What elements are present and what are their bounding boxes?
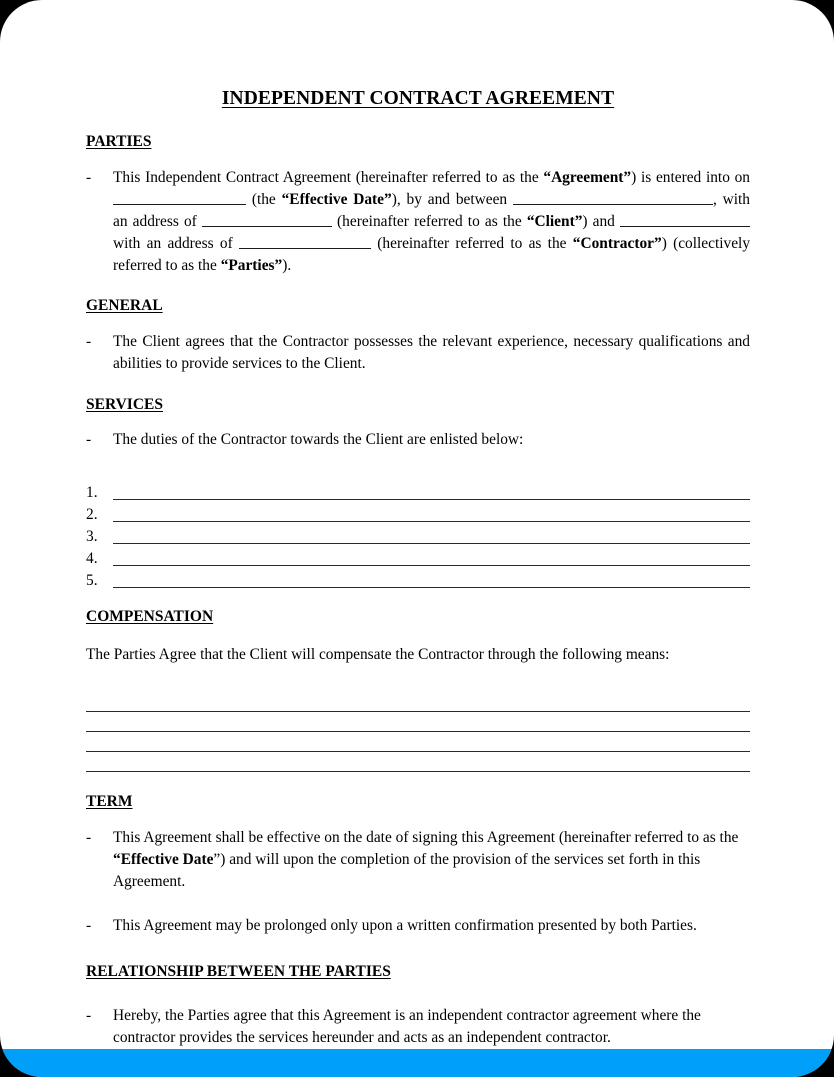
compensation-blank-4[interactable] — [86, 752, 750, 772]
duty-blank-3[interactable] — [113, 530, 750, 544]
bullet-marker: - — [86, 916, 92, 934]
section-heading-services — [86, 396, 750, 415]
compensation-blank-lines — [86, 692, 750, 772]
list-item — [86, 525, 750, 544]
bullet-marker: - — [86, 332, 92, 350]
list-item-number: 5. — [86, 571, 98, 589]
section-heading-services-text: SERVICES — [86, 395, 163, 413]
parties-bullet — [86, 167, 750, 276]
services-bullet-text: The duties of the Contractor towards the Client are enlisted below: — [113, 431, 524, 449]
list-item — [86, 569, 750, 588]
compensation-text: The Parties Agree that the Client will compensate the Contractor through the following means: — [86, 645, 670, 663]
list-item-number: 1. — [86, 483, 98, 501]
parties-text-4: ), by and between — [391, 190, 513, 208]
parties-text-1: This Independent Contract Agreement (hereinafter referred to as the — [113, 169, 544, 187]
section-heading-term — [86, 793, 750, 812]
section-heading-parties-text: PARTIES — [86, 133, 152, 151]
page-title — [86, 88, 750, 110]
parties-text-10: ) (collectively referred to as the — [113, 234, 751, 274]
section-heading-compensation — [86, 608, 750, 627]
duty-blank-2[interactable] — [113, 508, 750, 522]
term-effective-date-bold: “Effective Date — [113, 851, 214, 869]
term-bullet-2-text: This Agreement may be prolonged only upon a written confirmation presented by both Parties. — [113, 916, 697, 934]
parties-text-7: ) and — [582, 212, 621, 230]
section-heading-general — [86, 297, 750, 316]
parties-bullet-text — [113, 167, 750, 276]
duty-blank-1[interactable] — [113, 486, 750, 500]
list-item — [86, 503, 750, 522]
bullet-marker: - — [86, 431, 92, 449]
parties-text-8: with an address of — [113, 234, 240, 252]
page-title-text: INDEPENDENT CONTRACT AGREEMENT — [221, 88, 615, 109]
general-bullet-text: The Client agrees that the Contractor possesses the relevant experience, necessary qualifications and abilities to provide services to the Client. — [113, 332, 750, 372]
term-bullet-2 — [86, 915, 750, 937]
list-item-number: 3. — [86, 527, 98, 545]
section-heading-compensation-text: COMPENSATION — [86, 608, 214, 626]
term-effective-date: “Effective Date” — [281, 190, 392, 208]
term-text-2: ”) and will upon the completion of the provision of the services set forth in this Agreement. — [113, 851, 701, 891]
duty-blank-4[interactable] — [113, 552, 750, 566]
list-item-number: 2. — [86, 505, 98, 523]
parties-text-6: (hereinafter referred to as the — [331, 212, 527, 230]
term-client: “Client” — [526, 212, 583, 230]
section-heading-relationship — [86, 963, 750, 982]
section-heading-relationship-text: RELATIONSHIP BETWEEN THE PARTIES — [86, 962, 391, 980]
parties-text-11: ). — [282, 256, 292, 274]
contractor-address-blank[interactable] — [239, 233, 371, 248]
term-bullet-1-text — [113, 829, 738, 890]
section-heading-parties — [86, 133, 750, 152]
services-duties-list — [86, 481, 750, 588]
general-bullet — [86, 331, 750, 375]
client-name-blank[interactable] — [513, 190, 713, 205]
effective-date-blank[interactable] — [113, 190, 246, 205]
bullet-marker: - — [86, 829, 92, 847]
term-contractor: “Contractor” — [572, 234, 662, 252]
parties-text-5: , with an address of — [113, 190, 750, 230]
list-item — [86, 547, 750, 566]
list-item-number: 4. — [86, 549, 98, 567]
services-bullet — [86, 429, 750, 451]
compensation-blank-2[interactable] — [86, 712, 750, 732]
duty-blank-5[interactable] — [113, 574, 750, 588]
section-heading-general-text: GENERAL — [86, 297, 163, 315]
section-heading-term-text: TERM — [86, 792, 133, 810]
compensation-blank-1[interactable] — [86, 692, 750, 712]
list-item — [86, 481, 750, 500]
relationship-bullet-text: Hereby, the Parties agree that this Agreement is an independent contractor agreement where the contractor provides the services hereunder and acts as an independent contractor. — [113, 1007, 701, 1047]
term-parties: “Parties” — [220, 256, 283, 274]
parties-text-3: (the — [246, 190, 282, 208]
bottom-accent-bar — [0, 1049, 834, 1077]
contractor-name-blank[interactable] — [620, 212, 750, 227]
relationship-bullet — [86, 1005, 750, 1049]
term-text-1: This Agreement shall be effective on the date of signing this Agreement (hereinafter referred to as the — [113, 829, 739, 847]
document-content — [86, 0, 750, 1049]
bullet-marker: - — [86, 169, 92, 187]
parties-text-9: (hereinafter referred to as the — [371, 234, 573, 252]
parties-text-2: ) is entered into on — [631, 169, 750, 187]
term-bullet-1 — [86, 827, 750, 893]
compensation-blank-3[interactable] — [86, 732, 750, 752]
term-agreement: “Agreement” — [543, 169, 632, 187]
bullet-marker: - — [86, 1007, 92, 1025]
client-address-blank[interactable] — [202, 212, 332, 227]
